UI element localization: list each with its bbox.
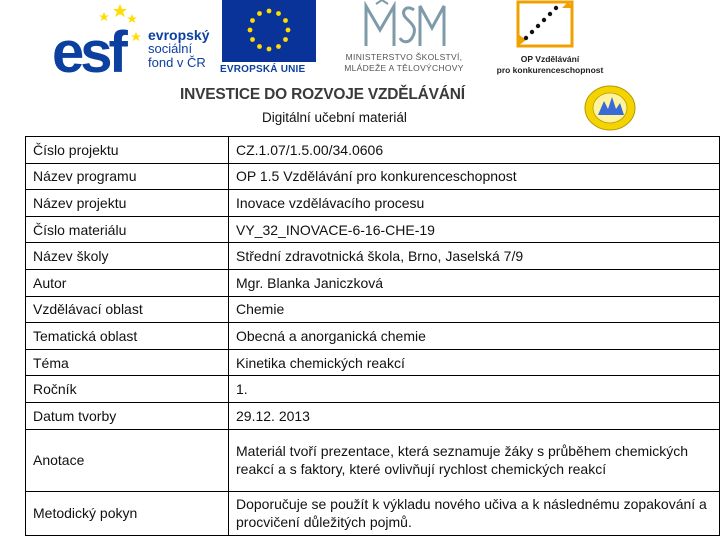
row-label: Číslo projektu [26,137,229,164]
msmt-caption [324,52,484,74]
row-value: Mgr. Blanka Janiczková [229,269,720,296]
esf-caption-line2: sociální [148,41,193,56]
anotace-label: Anotace [26,429,229,491]
row-label: Ročník [26,376,229,403]
esf-logo [52,0,142,74]
op-caption [494,54,606,76]
table-row-metodicky [26,491,720,535]
eu-caption: EVROPSKÁ UNIE [220,64,306,75]
investice-tagline: INVESTICE DO ROZVOJE VZDĚLÁVÁNÍ [180,86,465,103]
eu-flag-logo [222,0,316,62]
row-value: OP 1.5 Vzdělávání pro konkurenceschopnost [229,163,720,190]
row-value: Střední zdravotnická škola, Brno, Jaselská 7/9 [229,243,720,270]
op-caption-line1: OP Vzdělávání [520,54,580,64]
metodicky-value: Doporučuje se použít k výkladu nového učiva a k následnému zopakování a procvičení důležitých pojmů. [229,491,720,535]
row-label: Číslo materiálu [26,216,229,243]
row-label: Název školy [26,243,229,270]
row-value: Obecná a anorganická chemie [229,323,720,350]
table-row [26,216,720,243]
svg-text:esf: esf [52,20,124,74]
table-row [26,376,720,403]
esf-caption-line1: evropský [148,27,210,43]
table-row [26,296,720,323]
logo-band [0,0,720,105]
table-row [26,323,720,350]
msmt-caption-line1: MINISTERSTVO ŠKOLSTVÍ, [345,52,463,62]
school-badge-logo [584,85,636,131]
row-label: Datum tvorby [26,402,229,429]
table-row [26,349,720,376]
table-row [26,243,720,270]
row-value: Inovace vzdělávacího procesu [229,190,720,217]
row-label: Autor [26,269,229,296]
table-row [26,163,720,190]
project-info-table [25,136,720,536]
row-label: Název programu [26,163,229,190]
table-row [26,190,720,217]
table-row [26,269,720,296]
op-logo [512,0,578,50]
row-value: 1. [229,376,720,403]
row-value: Chemie [229,296,720,323]
metodicky-label: Metodický pokyn [26,491,229,535]
row-value: Kinetika chemických reakcí [229,349,720,376]
anotace-value: Materiál tvoří prezentace, která seznamuje žáky s průběhem chemických reakcí a s faktory, které ovlivňují rychlost chemických reakcí [229,429,720,491]
row-value: CZ.1.07/1.5.00/34.0606 [229,137,720,164]
row-label: Název projektu [26,190,229,217]
esf-caption [148,28,209,70]
row-label: Tematická oblast [26,323,229,350]
op-caption-line2: pro konkurenceschopnost [496,65,604,75]
msmt-logo [362,0,452,48]
esf-caption-line3: fond v ČR [148,55,206,70]
row-value: 29.12. 2013 [229,402,720,429]
table-row-anotace [26,429,720,491]
msmt-caption-line2: MLÁDEŽE A TĚLOVÝCHOVY [344,63,464,73]
row-value: VY_32_INOVACE-6-16-CHE-19 [229,216,720,243]
row-label: Vzdělávací oblast [26,296,229,323]
table-row [26,137,720,164]
table-row [26,402,720,429]
document-subtitle: Digitální učební materiál [262,110,407,125]
row-label: Téma [26,349,229,376]
